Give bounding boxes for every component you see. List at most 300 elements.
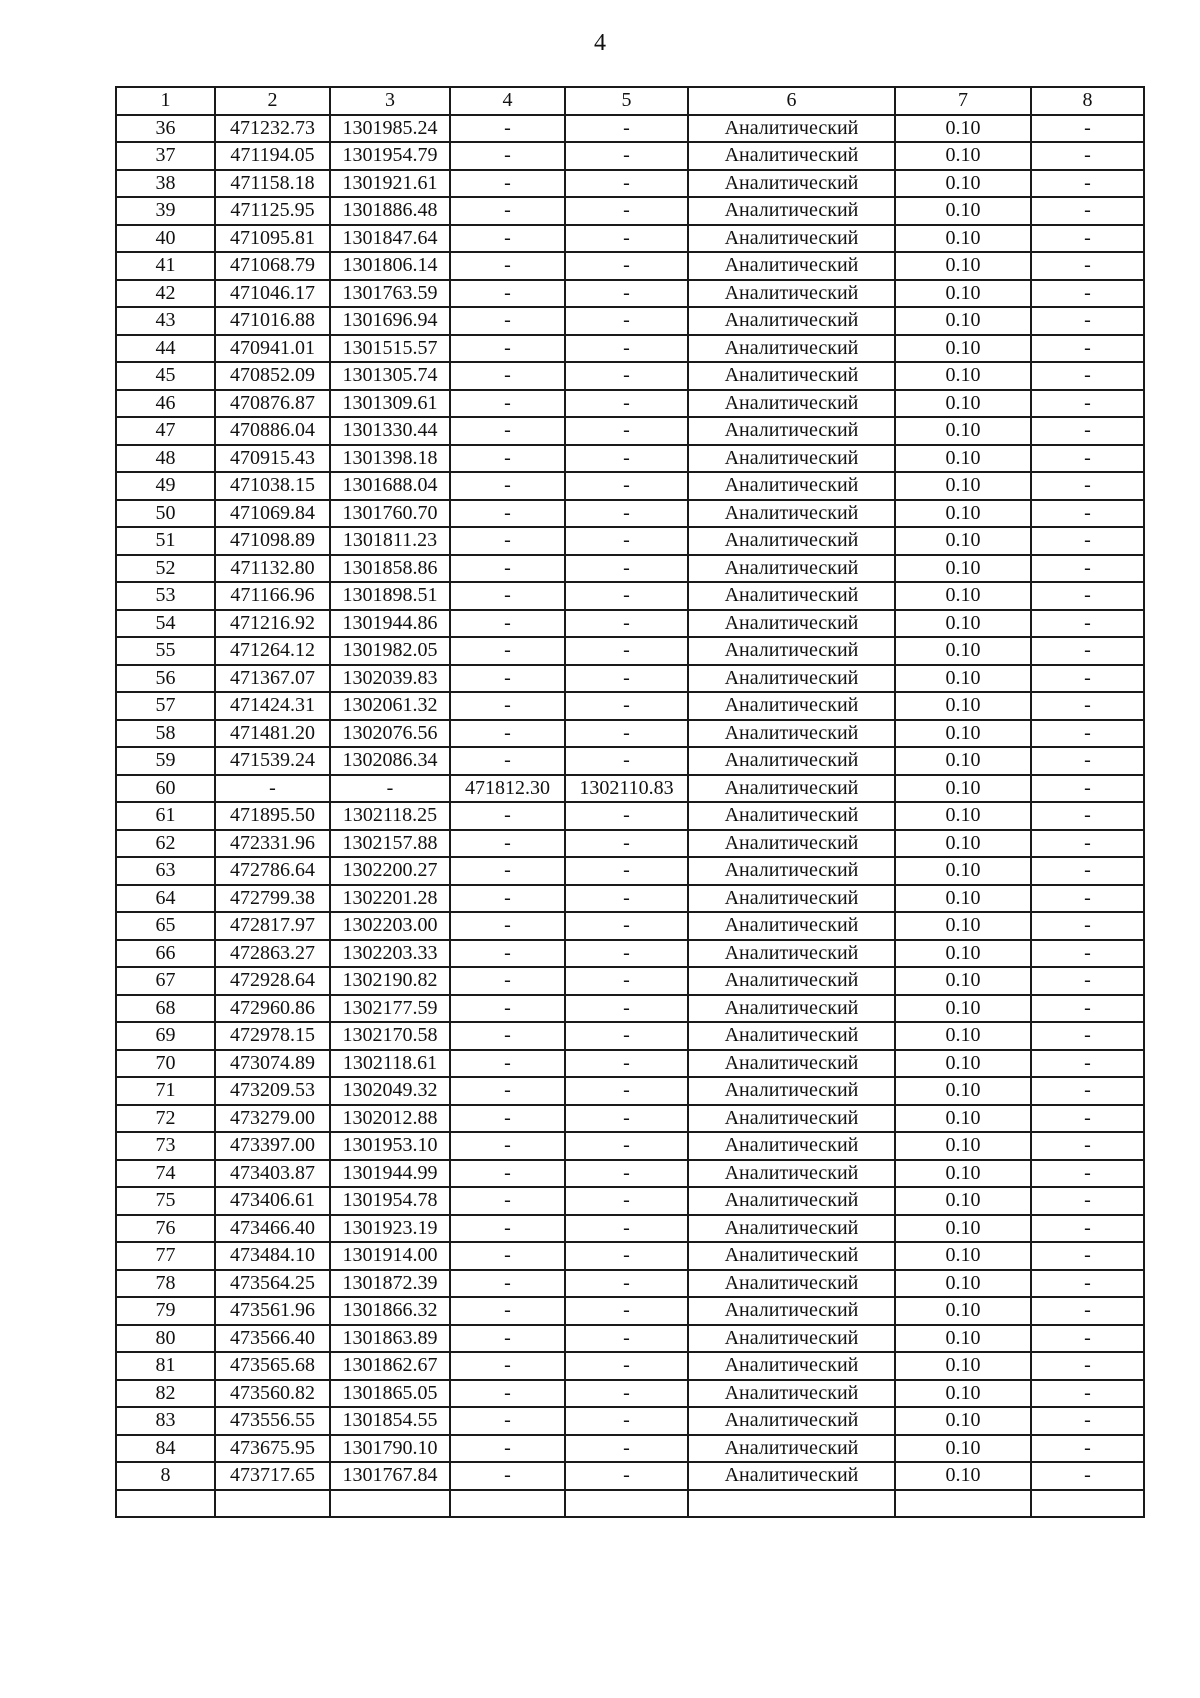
method-cell: Аналитический <box>688 1352 895 1380</box>
column-header: 6 <box>688 87 895 115</box>
y-coordinate-alt-cell: - <box>565 252 688 280</box>
y-coordinate-cell: 1301921.61 <box>330 170 450 198</box>
table-row <box>116 1050 1144 1078</box>
y-coordinate-alt-cell: - <box>565 225 688 253</box>
table-row <box>116 1270 1144 1298</box>
table-row <box>116 500 1144 528</box>
x-coordinate-alt-cell: - <box>450 1380 565 1408</box>
x-coordinate-alt-cell: - <box>450 830 565 858</box>
point-number-cell: 75 <box>116 1187 215 1215</box>
point-number-cell: 71 <box>116 1077 215 1105</box>
x-coordinate-cell: 471098.89 <box>215 527 330 555</box>
x-coordinate-alt-cell: - <box>450 610 565 638</box>
point-number-cell: 62 <box>116 830 215 858</box>
method-cell: Аналитический <box>688 197 895 225</box>
y-coordinate-cell: 1302118.25 <box>330 802 450 830</box>
x-coordinate-cell: 473717.65 <box>215 1462 330 1490</box>
method-cell: Аналитический <box>688 170 895 198</box>
note-cell: - <box>1031 1050 1144 1078</box>
point-number-cell: 84 <box>116 1435 215 1463</box>
y-coordinate-cell: 1302076.56 <box>330 720 450 748</box>
table-row <box>116 885 1144 913</box>
point-number-cell: 37 <box>116 142 215 170</box>
point-number-cell: 41 <box>116 252 215 280</box>
note-cell: - <box>1031 472 1144 500</box>
y-coordinate-alt-cell: - <box>565 197 688 225</box>
y-coordinate-alt-cell: - <box>565 802 688 830</box>
y-coordinate-alt-cell: - <box>565 390 688 418</box>
table-row <box>116 335 1144 363</box>
method-cell: Аналитический <box>688 115 895 143</box>
table-row <box>116 280 1144 308</box>
x-coordinate-alt-cell: - <box>450 940 565 968</box>
table-row <box>116 1380 1144 1408</box>
point-number-cell: 45 <box>116 362 215 390</box>
method-cell: Аналитический <box>688 912 895 940</box>
point-number-cell: 52 <box>116 555 215 583</box>
method-cell: Аналитический <box>688 362 895 390</box>
table-row <box>116 967 1144 995</box>
x-coordinate-alt-cell: - <box>450 1132 565 1160</box>
table-row <box>116 197 1144 225</box>
table-row <box>116 637 1144 665</box>
table-row <box>116 775 1144 803</box>
x-coordinate-alt-cell: - <box>450 115 565 143</box>
x-coordinate-alt-cell: - <box>450 362 565 390</box>
x-coordinate-cell: 473564.25 <box>215 1270 330 1298</box>
method-cell: Аналитический <box>688 1160 895 1188</box>
y-coordinate-cell: 1301865.05 <box>330 1380 450 1408</box>
method-cell: Аналитический <box>688 1297 895 1325</box>
accuracy-cell: 0.10 <box>895 115 1031 143</box>
method-cell: Аналитический <box>688 555 895 583</box>
y-coordinate-cell: 1301985.24 <box>330 115 450 143</box>
point-number-cell: 66 <box>116 940 215 968</box>
accuracy-cell: 0.10 <box>895 1022 1031 1050</box>
method-cell: Аналитический <box>688 445 895 473</box>
note-cell: - <box>1031 857 1144 885</box>
y-coordinate-cell: 1302170.58 <box>330 1022 450 1050</box>
method-cell: Аналитический <box>688 857 895 885</box>
point-number-cell: 48 <box>116 445 215 473</box>
point-number-cell: 60 <box>116 775 215 803</box>
accuracy-cell: 0.10 <box>895 720 1031 748</box>
point-number-cell: 38 <box>116 170 215 198</box>
method-cell: Аналитический <box>688 830 895 858</box>
point-number-cell: 43 <box>116 307 215 335</box>
table-row <box>116 1105 1144 1133</box>
method-cell: Аналитический <box>688 225 895 253</box>
x-coordinate-cell: 473484.10 <box>215 1242 330 1270</box>
accuracy-cell: 0.10 <box>895 830 1031 858</box>
note-cell: - <box>1031 885 1144 913</box>
note-cell: - <box>1031 1160 1144 1188</box>
method-cell: Аналитический <box>688 720 895 748</box>
x-coordinate-alt-cell: - <box>450 142 565 170</box>
x-coordinate-cell: 471424.31 <box>215 692 330 720</box>
x-coordinate-alt-cell: - <box>450 527 565 555</box>
y-coordinate-alt-cell: - <box>565 637 688 665</box>
x-coordinate-alt-cell: - <box>450 1297 565 1325</box>
x-coordinate-cell: 472978.15 <box>215 1022 330 1050</box>
point-number-cell: 8 <box>116 1462 215 1490</box>
y-coordinate-cell: 1301862.67 <box>330 1352 450 1380</box>
y-coordinate-cell: 1301305.74 <box>330 362 450 390</box>
accuracy-cell: 0.10 <box>895 335 1031 363</box>
point-number-cell: 82 <box>116 1380 215 1408</box>
note-cell: - <box>1031 1105 1144 1133</box>
x-coordinate-cell: 473675.95 <box>215 1435 330 1463</box>
y-coordinate-alt-cell: - <box>565 830 688 858</box>
x-coordinate-cell: 473397.00 <box>215 1132 330 1160</box>
y-coordinate-alt-cell: - <box>565 1407 688 1435</box>
y-coordinate-alt-cell: - <box>565 362 688 390</box>
table-row <box>116 830 1144 858</box>
note-cell: - <box>1031 1270 1144 1298</box>
method-cell: Аналитический <box>688 1270 895 1298</box>
table-row <box>116 1022 1144 1050</box>
y-coordinate-alt-cell: - <box>565 500 688 528</box>
method-cell: Аналитический <box>688 1407 895 1435</box>
accuracy-cell: 0.10 <box>895 142 1031 170</box>
point-number-cell: 80 <box>116 1325 215 1353</box>
x-coordinate-alt-cell: - <box>450 500 565 528</box>
x-coordinate-alt-cell: - <box>450 390 565 418</box>
y-coordinate-cell: 1301811.23 <box>330 527 450 555</box>
note-cell: - <box>1031 307 1144 335</box>
method-cell: Аналитический <box>688 610 895 638</box>
y-coordinate-cell: 1302049.32 <box>330 1077 450 1105</box>
table-row <box>116 1435 1144 1463</box>
accuracy-cell: 0.10 <box>895 912 1031 940</box>
y-coordinate-alt-cell: - <box>565 1132 688 1160</box>
x-coordinate-cell: 471095.81 <box>215 225 330 253</box>
table-row <box>116 1325 1144 1353</box>
y-coordinate-alt-cell: - <box>565 1187 688 1215</box>
note-cell: - <box>1031 582 1144 610</box>
method-cell: Аналитический <box>688 637 895 665</box>
accuracy-cell: 0.10 <box>895 362 1031 390</box>
point-number-cell: 49 <box>116 472 215 500</box>
y-coordinate-cell: 1301763.59 <box>330 280 450 308</box>
note-cell: - <box>1031 390 1144 418</box>
y-coordinate-alt-cell: - <box>565 720 688 748</box>
table-row <box>116 1490 1144 1518</box>
x-coordinate-cell: 473556.55 <box>215 1407 330 1435</box>
accuracy-cell: 0.10 <box>895 472 1031 500</box>
x-coordinate-alt-cell: - <box>450 472 565 500</box>
accuracy-cell: 0.10 <box>895 252 1031 280</box>
y-coordinate-alt-cell: - <box>565 1077 688 1105</box>
y-coordinate-cell: 1301767.84 <box>330 1462 450 1490</box>
point-number-cell: 53 <box>116 582 215 610</box>
column-header: 7 <box>895 87 1031 115</box>
point-number-cell: 51 <box>116 527 215 555</box>
x-coordinate-cell: 471016.88 <box>215 307 330 335</box>
y-coordinate-alt-cell: - <box>565 445 688 473</box>
y-coordinate-alt-cell: - <box>565 1050 688 1078</box>
point-number-cell: 46 <box>116 390 215 418</box>
table-row <box>116 665 1144 693</box>
note-cell: - <box>1031 1242 1144 1270</box>
x-coordinate-cell: 472331.96 <box>215 830 330 858</box>
note-cell: - <box>1031 555 1144 583</box>
method-cell: Аналитический <box>688 582 895 610</box>
note-cell: - <box>1031 1352 1144 1380</box>
table-row <box>116 115 1144 143</box>
x-coordinate-alt-cell: - <box>450 857 565 885</box>
x-coordinate-cell: 470941.01 <box>215 335 330 363</box>
x-coordinate-cell: 471481.20 <box>215 720 330 748</box>
y-coordinate-cell: 1301760.70 <box>330 500 450 528</box>
note-cell: - <box>1031 1297 1144 1325</box>
table-row <box>116 940 1144 968</box>
method-cell: Аналитический <box>688 995 895 1023</box>
y-coordinate-cell: 1301872.39 <box>330 1270 450 1298</box>
x-coordinate-alt-cell: - <box>450 995 565 1023</box>
method-cell: Аналитический <box>688 692 895 720</box>
x-coordinate-alt-cell: - <box>450 665 565 693</box>
method-cell: Аналитический <box>688 1242 895 1270</box>
x-coordinate-alt-cell: - <box>450 1160 565 1188</box>
point-number-cell: 50 <box>116 500 215 528</box>
table-row <box>116 555 1144 583</box>
note-cell: - <box>1031 142 1144 170</box>
accuracy-cell: 0.10 <box>895 1325 1031 1353</box>
point-number-cell: 72 <box>116 1105 215 1133</box>
x-coordinate-alt-cell: - <box>450 912 565 940</box>
accuracy-cell: 0.10 <box>895 225 1031 253</box>
note-cell: - <box>1031 225 1144 253</box>
table-row <box>116 362 1144 390</box>
note-cell: - <box>1031 1187 1144 1215</box>
point-number-cell: 64 <box>116 885 215 913</box>
y-coordinate-cell: 1301863.89 <box>330 1325 450 1353</box>
column-header: 5 <box>565 87 688 115</box>
x-coordinate-cell: 471216.92 <box>215 610 330 638</box>
method-cell: Аналитический <box>688 390 895 418</box>
accuracy-cell: 0.10 <box>895 390 1031 418</box>
table-row <box>116 995 1144 1023</box>
point-number-cell: 44 <box>116 335 215 363</box>
y-coordinate-cell: 1301898.51 <box>330 582 450 610</box>
x-coordinate-cell: 471125.95 <box>215 197 330 225</box>
point-number-cell: 78 <box>116 1270 215 1298</box>
y-coordinate-cell: 1301398.18 <box>330 445 450 473</box>
y-coordinate-alt-cell: - <box>565 1242 688 1270</box>
y-coordinate-cell: 1301790.10 <box>330 1435 450 1463</box>
table-row <box>116 417 1144 445</box>
note-cell: - <box>1031 500 1144 528</box>
x-coordinate-cell: 470852.09 <box>215 362 330 390</box>
x-coordinate-alt-cell: - <box>450 1407 565 1435</box>
y-coordinate-alt-cell: - <box>565 1105 688 1133</box>
method-cell: Аналитический <box>688 1187 895 1215</box>
note-cell: - <box>1031 940 1144 968</box>
note-cell: - <box>1031 1215 1144 1243</box>
x-coordinate-alt-cell: - <box>450 197 565 225</box>
point-number-cell: 67 <box>116 967 215 995</box>
table-row <box>116 1215 1144 1243</box>
accuracy-cell: 0.10 <box>895 1352 1031 1380</box>
table-row <box>116 225 1144 253</box>
y-coordinate-cell: 1302039.83 <box>330 665 450 693</box>
x-coordinate-cell: 473566.40 <box>215 1325 330 1353</box>
point-number-cell: 55 <box>116 637 215 665</box>
table-row <box>116 692 1144 720</box>
y-coordinate-alt-cell: - <box>565 1325 688 1353</box>
x-coordinate-alt-cell: - <box>450 1105 565 1133</box>
accuracy-cell: 0.10 <box>895 1105 1031 1133</box>
accuracy-cell: 0.10 <box>895 665 1031 693</box>
x-coordinate-alt-cell: - <box>450 637 565 665</box>
table-row <box>116 1077 1144 1105</box>
accuracy-cell: 0.10 <box>895 1435 1031 1463</box>
y-coordinate-alt-cell: - <box>565 582 688 610</box>
y-coordinate-cell: 1301944.99 <box>330 1160 450 1188</box>
column-header: 2 <box>215 87 330 115</box>
point-number-cell: 58 <box>116 720 215 748</box>
x-coordinate-alt-cell: - <box>450 335 565 363</box>
y-coordinate-cell: 1302157.88 <box>330 830 450 858</box>
point-number-cell: 81 <box>116 1352 215 1380</box>
y-coordinate-cell: 1301330.44 <box>330 417 450 445</box>
x-coordinate-alt-cell: - <box>450 252 565 280</box>
method-cell: Аналитический <box>688 1380 895 1408</box>
y-coordinate-cell: 1301954.78 <box>330 1187 450 1215</box>
method-cell: Аналитический <box>688 1215 895 1243</box>
y-coordinate-alt-cell: - <box>565 555 688 583</box>
x-coordinate-alt-cell: - <box>450 1022 565 1050</box>
accuracy-cell <box>895 1490 1031 1518</box>
note-cell: - <box>1031 1407 1144 1435</box>
column-header: 4 <box>450 87 565 115</box>
accuracy-cell: 0.10 <box>895 1132 1031 1160</box>
y-coordinate-alt-cell: - <box>565 995 688 1023</box>
y-coordinate-alt-cell: - <box>565 527 688 555</box>
y-coordinate-alt-cell: - <box>565 1160 688 1188</box>
x-coordinate-cell: 471068.79 <box>215 252 330 280</box>
y-coordinate-cell: 1301944.86 <box>330 610 450 638</box>
accuracy-cell: 0.10 <box>895 1160 1031 1188</box>
y-coordinate-alt-cell: - <box>565 1435 688 1463</box>
x-coordinate-cell: 471194.05 <box>215 142 330 170</box>
x-coordinate-cell: 472786.64 <box>215 857 330 885</box>
method-cell: Аналитический <box>688 335 895 363</box>
point-number-cell: 79 <box>116 1297 215 1325</box>
method-cell: Аналитический <box>688 775 895 803</box>
method-cell: Аналитический <box>688 665 895 693</box>
y-coordinate-cell: 1302086.34 <box>330 747 450 775</box>
accuracy-cell: 0.10 <box>895 170 1031 198</box>
note-cell: - <box>1031 775 1144 803</box>
x-coordinate-cell: 471038.15 <box>215 472 330 500</box>
point-number-cell <box>116 1490 215 1518</box>
accuracy-cell: 0.10 <box>895 527 1031 555</box>
y-coordinate-alt-cell: - <box>565 1352 688 1380</box>
method-cell: Аналитический <box>688 1325 895 1353</box>
method-cell: Аналитический <box>688 280 895 308</box>
y-coordinate-alt-cell: - <box>565 335 688 363</box>
x-coordinate-cell: 471166.96 <box>215 582 330 610</box>
table-row <box>116 1187 1144 1215</box>
y-coordinate-cell: 1302061.32 <box>330 692 450 720</box>
x-coordinate-cell: 471367.07 <box>215 665 330 693</box>
note-cell: - <box>1031 830 1144 858</box>
x-coordinate-alt-cell: - <box>450 1435 565 1463</box>
x-coordinate-alt-cell: - <box>450 1242 565 1270</box>
point-number-cell: 65 <box>116 912 215 940</box>
table-row <box>116 720 1144 748</box>
accuracy-cell: 0.10 <box>895 307 1031 335</box>
method-cell: Аналитический <box>688 885 895 913</box>
x-coordinate-cell: 471264.12 <box>215 637 330 665</box>
accuracy-cell: 0.10 <box>895 1242 1031 1270</box>
y-coordinate-alt-cell: - <box>565 885 688 913</box>
x-coordinate-cell: 473209.53 <box>215 1077 330 1105</box>
method-cell: Аналитический <box>688 527 895 555</box>
x-coordinate-alt-cell: - <box>450 225 565 253</box>
point-number-cell: 63 <box>116 857 215 885</box>
point-number-cell: 76 <box>116 1215 215 1243</box>
x-coordinate-alt-cell: - <box>450 692 565 720</box>
x-coordinate-cell: 472799.38 <box>215 885 330 913</box>
accuracy-cell: 0.10 <box>895 940 1031 968</box>
x-coordinate-alt-cell: - <box>450 1352 565 1380</box>
note-cell: - <box>1031 335 1144 363</box>
note-cell: - <box>1031 610 1144 638</box>
x-coordinate-cell: 473403.87 <box>215 1160 330 1188</box>
table-row <box>116 912 1144 940</box>
x-coordinate-cell: 471895.50 <box>215 802 330 830</box>
point-number-cell: 42 <box>116 280 215 308</box>
method-cell: Аналитический <box>688 1050 895 1078</box>
note-cell: - <box>1031 170 1144 198</box>
x-coordinate-alt-cell: - <box>450 1215 565 1243</box>
accuracy-cell: 0.10 <box>895 885 1031 913</box>
y-coordinate-cell: 1302201.28 <box>330 885 450 913</box>
accuracy-cell: 0.10 <box>895 802 1031 830</box>
accuracy-cell: 0.10 <box>895 1462 1031 1490</box>
point-number-cell: 61 <box>116 802 215 830</box>
y-coordinate-cell: 1301515.57 <box>330 335 450 363</box>
x-coordinate-alt-cell: - <box>450 307 565 335</box>
x-coordinate-alt-cell: - <box>450 555 565 583</box>
x-coordinate-cell: 473406.61 <box>215 1187 330 1215</box>
x-coordinate-alt-cell: - <box>450 967 565 995</box>
accuracy-cell: 0.10 <box>895 555 1031 583</box>
y-coordinate-cell: 1302190.82 <box>330 967 450 995</box>
accuracy-cell: 0.10 <box>895 1077 1031 1105</box>
accuracy-cell: 0.10 <box>895 995 1031 1023</box>
note-cell: - <box>1031 1462 1144 1490</box>
y-coordinate-cell: 1301886.48 <box>330 197 450 225</box>
note-cell: - <box>1031 802 1144 830</box>
note-cell: - <box>1031 747 1144 775</box>
x-coordinate-alt-cell: - <box>450 582 565 610</box>
x-coordinate-alt-cell: - <box>450 1462 565 1490</box>
x-coordinate-alt-cell: - <box>450 802 565 830</box>
note-cell: - <box>1031 1380 1144 1408</box>
table-row <box>116 610 1144 638</box>
y-coordinate-alt-cell <box>565 1490 688 1518</box>
x-coordinate-alt-cell: - <box>450 720 565 748</box>
y-coordinate-alt-cell: 1302110.83 <box>565 775 688 803</box>
y-coordinate-alt-cell: - <box>565 170 688 198</box>
x-coordinate-alt-cell: - <box>450 1077 565 1105</box>
y-coordinate-cell: 1302200.27 <box>330 857 450 885</box>
note-cell: - <box>1031 417 1144 445</box>
